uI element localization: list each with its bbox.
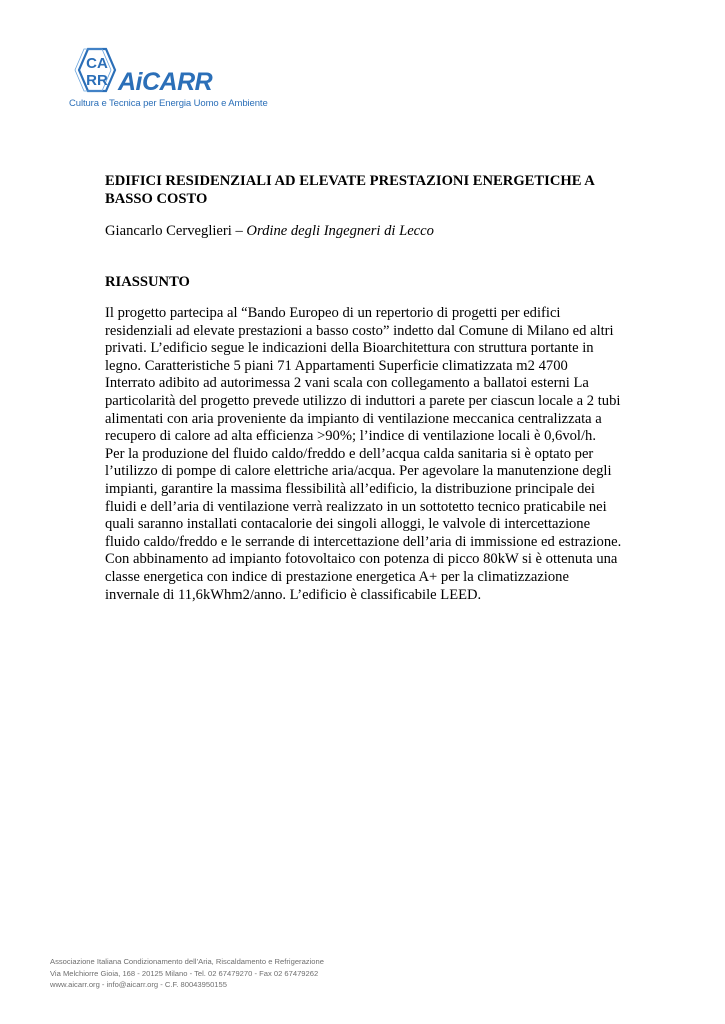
author-affiliation: Ordine degli Ingegneri di Lecco	[246, 223, 434, 239]
abstract-line: quali saranno installati contacalorie dei singoli alloggi, le valvole di intercettazione	[105, 516, 591, 533]
abstract-line: invernale di 11,6kWhm2/anno. L’edificio è classificabile LEED.	[105, 586, 482, 603]
badge-top-text: CA	[86, 55, 108, 72]
aicarr-logo	[66, 46, 268, 116]
logo-wordmark: AiCARR	[118, 68, 213, 96]
abstract-line: fluidi e dell’aria di ventilazione verrà realizzato in un sottotetto tecnico praticabile nei	[105, 498, 607, 515]
footer-contacts: www.aicarr.org - info@aicarr.org - C.F. 80043950155	[50, 980, 227, 989]
abstract-line: recupero di calore ad alta efficienza >90%; l’indice di ventilazione locali è 0,6vol/h.	[105, 428, 596, 445]
abstract-line: particolarità del progetto prevede utilizzo di induttori a parete per ciascun locale a 2 tubi	[105, 392, 621, 409]
abstract-line: Con abbinamento ad impianto fotovoltaico con potenza di picco 80kW si è ottenuta una	[105, 551, 618, 568]
abstract-line: impianti, garantire la massima flessibilità all’edificio, la distribuzione principale dei	[105, 480, 595, 497]
footer-association: Associazione Italiana Condizionamento dell’Aria, Riscaldamento e Refrigerazione	[50, 957, 324, 966]
abstract-line: Il progetto partecipa al “Bando Europeo di un repertorio di progetti per edifici	[105, 305, 561, 321]
abstract-line: Interrato adibito ad autorimessa 2 vani scala con collegamento a ballatoi esterni La	[105, 375, 589, 392]
title-line: EDIFICI RESIDENZIALI AD ELEVATE PRESTAZIONI ENERGETICHE A	[105, 173, 595, 189]
abstract-line: privati. L’edificio segue le indicazioni della Bioarchitettura con struttura portante in	[105, 340, 594, 357]
footer-address: Via Melchiorre Gioia, 168 - 20125 Milano - Tel. 02 67479270 - Fax 02 67479262	[50, 968, 319, 978]
title-line: BASSO COSTO	[105, 190, 208, 207]
page-footer	[50, 956, 324, 991]
abstract-line: classe energetica con indice di prestazione energetica A+ per la climatizzazione	[105, 568, 569, 585]
abstract-line: Per la produzione del fluido caldo/freddo e dell’acqua calda sanitaria si è optato per	[105, 445, 594, 462]
author-line	[105, 222, 434, 240]
abstract-line: alimentati con aria proveniente da impianto di ventilazione meccanica centralizzata a	[105, 410, 602, 427]
badge-bottom-text: RR	[86, 72, 108, 89]
abstract-line: legno. Caratteristiche 5 piani 71 Appartamenti Superficie climatizzata m2 4700	[105, 357, 568, 374]
section-heading: RIASSUNTO	[105, 274, 190, 290]
abstract-line: l’utilizzo di pompe di calore elettriche aria/acqua. Per agevolare la manutenzione degli	[105, 463, 612, 480]
abstract-paragraph	[105, 305, 635, 604]
logo-tagline: Cultura e Tecnica per Energia Uomo e Ambiente	[69, 98, 268, 109]
document-title	[105, 173, 625, 208]
abstract-line: fluido caldo/freddo e le serrande di intercettazione dell’aria di immissione ed estrazione.	[105, 533, 622, 550]
author-name: Giancarlo Cerveglieri	[105, 223, 232, 239]
author-separator: –	[231, 223, 247, 239]
aicarr-logo-graphic	[66, 46, 256, 98]
abstract-line: residenziali ad elevate prestazioni a basso costo” indetto dal Comune di Milano ed altri	[105, 322, 614, 339]
